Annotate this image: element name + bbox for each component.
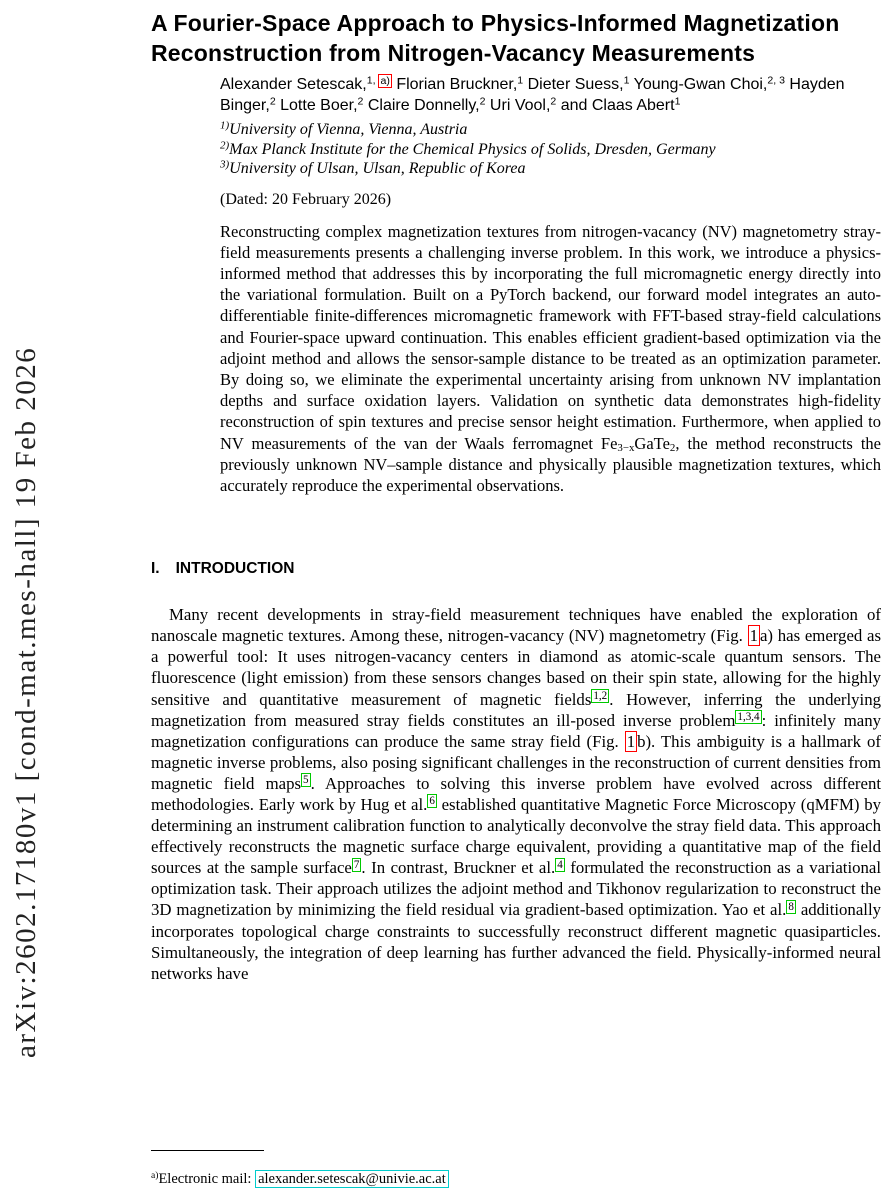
text-segment: and Claas Abert	[556, 97, 675, 114]
text-segment: Young-Gwan Choi,	[629, 76, 768, 93]
section-heading	[151, 560, 881, 578]
arxiv-watermark: arXiv:2602.17180v1 [cond-mat.mes-hall] 19 Feb 2026	[10, 346, 42, 1058]
superscript: 2, 3	[767, 74, 785, 87]
citation-link[interactable]: 7	[353, 858, 360, 871]
text-segment: established quantitative Magnetic Force Microscopy (qMFM) by determining an instrument calibration function to analytically deconvolve the stray field data. This approach effectively reconstructs the magnetic surface charge equivalent, providing a quantitative map of the field sources at the sample surface	[151, 794, 882, 878]
section-number: I.	[151, 560, 160, 578]
affiliation-item	[220, 120, 760, 140]
text-segment: Many recent developments in stray-field measurement techniques have enabled the exploration of nanoscale magnetic textures. Among these, nitrogen-vacancy (NV) magnetometry (Fig.	[151, 605, 881, 646]
citation-link[interactable]: 1,2	[593, 689, 608, 702]
paper-content	[151, 0, 881, 984]
email-link[interactable]: alexander.setescak@univie.ac.at	[255, 1170, 449, 1188]
text-segment: Dieter Suess,	[523, 76, 624, 93]
citation-link[interactable]: 6	[429, 795, 435, 808]
text-segment: a) has emerged as a powerful tool: It uses nitrogen-vacancy centers in diamond as atomic-scale quantum sensors. The fluorescence (light emission) from these sensors changes based on their spin state, allowing for the highly sensitive and quantitative measurement of magnetic fields	[151, 626, 881, 709]
citation-link[interactable]: 1,3,4	[737, 710, 760, 723]
text-segment: : infinitely many magnetization configurations can produce the same stray field (Fig.	[151, 710, 881, 751]
footnote-rule	[151, 1150, 264, 1151]
citation-link[interactable]: 5	[303, 774, 309, 787]
affiliation-marker: 1)	[220, 119, 230, 132]
section-title: INTRODUCTION	[175, 560, 295, 578]
text-segment: GaTe	[634, 433, 670, 453]
affiliation-text: Max Planck Institute for the Chemical Physics of Solids, Dresden, Germany	[229, 140, 716, 158]
superscript: 1,	[366, 74, 379, 87]
affiliation-marker: 2)	[220, 139, 230, 151]
text-segment: Alexander Setescak,	[220, 76, 367, 93]
footnote-marker-link[interactable]: a)	[380, 74, 390, 87]
affiliation-item	[220, 140, 760, 160]
text-segment: additionally incorporates topological charge constraints to successfully reconstruct different magnetic quasiparticles. Simultaneously, the integration of deep learning has further advanced the field. Physically-informed neural networks have	[151, 900, 881, 983]
text-segment: Hayden Binger,	[220, 76, 845, 114]
affiliation-text: University of Ulsan, Ulsan, Republic of Korea	[229, 160, 526, 177]
superscript: 1	[623, 74, 630, 87]
text-segment: b). This ambiguity is a hallmark of magnetic inverse problems, also posing significant challenges in the reconstruction of current densities from magnetic field maps	[151, 731, 881, 793]
text-segment: . Approaches to solving this inverse problem have evolved across different methodologies. Early work by Hug et al.	[151, 773, 881, 814]
text-segment: Reconstructing complex magnetization textures from nitrogen-vacancy (NV) magnetometry stray-field measurements presents a challenging inverse problem. In this work, we introduce a physics-informed method that addresses this by incorporating the full micromagnetic energy directly into the variational formulation. Built on a PyTorch backend, our forward model integrates an auto-differentiable finite-differences micromagnetic framework with FFT-based stray-field calculations and Fourier-space upward continuation. This enables efficient gradient-based optimization via the adjoint method and allows the sensor-sample distance to be treated as an optimization parameter. By doing so, we eliminate the experimental uncertainty arising from unknown NV implantation depths and surface oxidation layers. Validation on synthetic data demonstrates high-fidelity reconstruction of spin textures and precise sensor height estimation. Furthermore, when applied to NV measurements of the van der Waals ferromagnet Fe	[220, 221, 881, 453]
subscript: 3−x	[617, 441, 635, 454]
text-segment: formulated the reconstruction as a variational optimization task. Their approach utilizes the adjoint method and Tikhonov regularization to reconstruct the 3D magnetization by minimizing the field residual via gradient-based optimization. Yao et al.	[151, 858, 881, 920]
body-paragraph	[151, 604, 881, 984]
text-segment: , the method reconstructs the previously unknown NV–sample distance and physically plausible magnetization textures, which accurately reproduce the experimental observations.	[220, 433, 881, 495]
footnote	[151, 1171, 881, 1188]
superscript: 2	[550, 95, 557, 108]
date-line: (Dated: 20 February 2026)	[220, 190, 392, 208]
superscript: 2	[357, 95, 364, 108]
superscript: 1	[674, 95, 681, 108]
affiliation-list	[220, 120, 760, 179]
text-segment: Claire Donnelly,	[363, 97, 480, 114]
author-list	[220, 74, 868, 116]
text-segment: Uri Vool,	[485, 97, 551, 114]
paper-title: A Fourier-Space Approach to Physics-Informed Magnetization Reconstruction from Nitrogen-Vacancy Measurements	[151, 10, 840, 66]
superscript: a)	[151, 1170, 159, 1182]
citation-link[interactable]: 8	[788, 900, 794, 913]
text-segment: Electronic mail:	[158, 1171, 256, 1187]
text-segment: Lotte Boer,	[275, 97, 358, 114]
affiliation-item	[220, 159, 760, 179]
superscript: 2	[479, 95, 486, 108]
text-segment: Florian Bruckner,	[391, 76, 518, 93]
abstract	[220, 221, 881, 497]
superscript: 2	[269, 95, 276, 108]
superscript: 1	[517, 74, 524, 87]
text-segment: . In contrast, Bruckner et al.	[361, 858, 556, 878]
citation-link[interactable]: 4	[557, 858, 563, 871]
figure-ref-link[interactable]: 1	[749, 626, 758, 646]
text-segment: . However, inferring the underlying magnetization from measured stray fields constitutes an ill-posed inverse problem	[151, 689, 881, 730]
affiliation-marker: 3)	[220, 158, 230, 171]
figure-ref-link[interactable]: 1	[626, 731, 636, 751]
subscript: 2	[669, 441, 676, 454]
affiliation-text: University of Vienna, Vienna, Austria	[229, 121, 468, 138]
footnote-area	[151, 1150, 881, 1188]
